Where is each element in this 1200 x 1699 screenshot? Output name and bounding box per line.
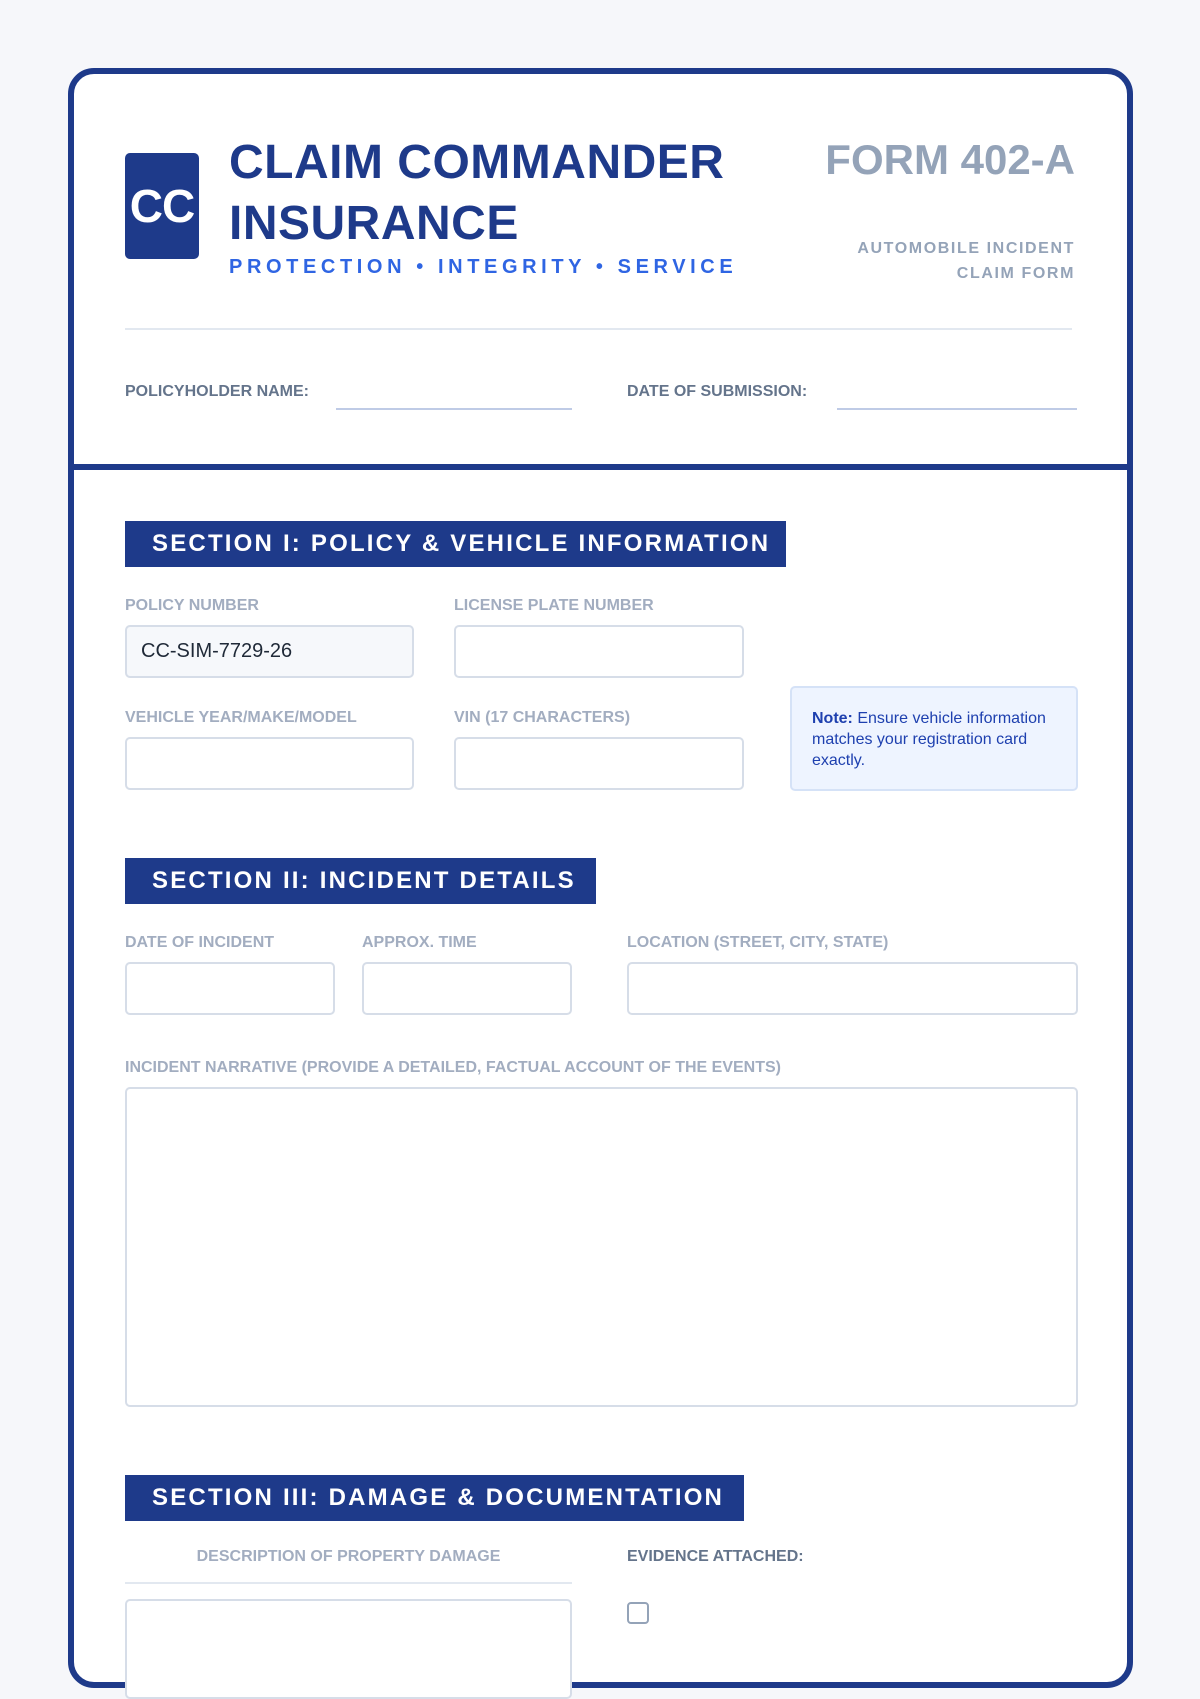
incident-location-label: LOCATION (STREET, CITY, STATE) <box>627 934 889 951</box>
note-text: Ensure vehicle information matches your registration card exactly. <box>812 710 1046 769</box>
policy-number-label: POLICY NUMBER <box>125 597 259 614</box>
property-damage-field[interactable] <box>125 1599 572 1699</box>
submission-date-field[interactable] <box>837 408 1077 410</box>
section-2-heading: SECTION II: INCIDENT DETAILS <box>125 858 596 904</box>
incident-time-field[interactable] <box>362 962 572 1015</box>
header-rule <box>125 328 1072 330</box>
vin-field[interactable] <box>454 737 744 790</box>
company-tagline: PROTECTION • INTEGRITY • SERVICE <box>229 256 738 278</box>
policyholder-name-field[interactable] <box>336 408 572 410</box>
vehicle-field[interactable] <box>125 737 414 790</box>
evidence-attached-label: EVIDENCE ATTACHED: <box>627 1548 804 1565</box>
incident-date-label: DATE OF INCIDENT <box>125 934 275 951</box>
policyholder-name-label: POLICYHOLDER NAME: <box>125 383 309 400</box>
incident-location-field[interactable] <box>627 962 1078 1015</box>
form-id: FORM 402-A <box>825 136 1075 183</box>
incident-narrative-field[interactable] <box>125 1087 1078 1407</box>
note-prefix: Note: <box>812 710 853 727</box>
vehicle-info-note <box>790 686 1078 791</box>
policy-number-field[interactable]: CC-SIM-7729-26 <box>125 625 414 678</box>
claim-form-card <box>68 68 1133 1688</box>
property-damage-label: DESCRIPTION OF PROPERTY DAMAGE <box>196 1548 501 1565</box>
submission-date-label: DATE OF SUBMISSION: <box>627 383 808 400</box>
property-damage-rule <box>125 1582 572 1584</box>
incident-time-label: APPROX. TIME <box>362 934 477 951</box>
vehicle-label: VEHICLE YEAR/MAKE/MODEL <box>125 709 357 726</box>
section-3-heading: SECTION III: DAMAGE & DOCUMENTATION <box>125 1475 744 1521</box>
company-name: CLAIM COMMANDER INSURANCE <box>229 136 725 250</box>
license-plate-label: LICENSE PLATE NUMBER <box>454 597 654 614</box>
evidence-checkbox[interactable] <box>627 1602 649 1624</box>
incident-date-field[interactable] <box>125 962 335 1015</box>
section-1-heading: SECTION I: POLICY & VEHICLE INFORMATION <box>125 521 786 567</box>
incident-narrative-label: INCIDENT NARRATIVE (PROVIDE A DETAILED, FACTUAL ACCOUNT OF THE EVENTS) <box>125 1059 782 1076</box>
company-logo: CC <box>125 153 199 259</box>
header-divider <box>74 464 1127 470</box>
vin-label: VIN (17 CHARACTERS) <box>454 709 631 726</box>
license-plate-field[interactable] <box>454 625 744 678</box>
form-subtitle: AUTOMOBILE INCIDENT CLAIM FORM <box>857 240 1075 282</box>
